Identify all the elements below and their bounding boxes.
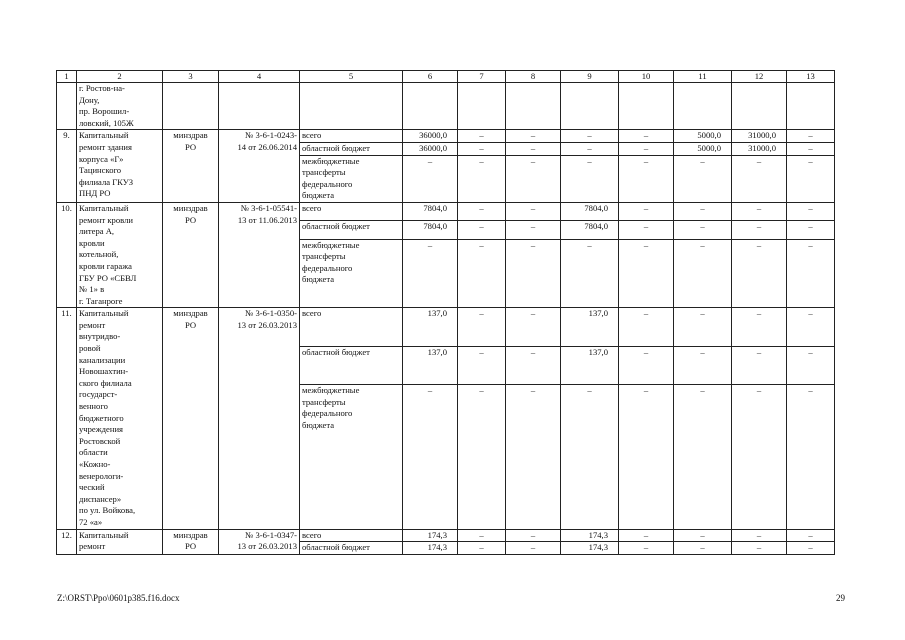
budget-table <box>56 70 835 555</box>
value-cell: 36000,0 <box>403 142 458 155</box>
value-cell: 7804,0 <box>403 202 458 220</box>
funding-source: областной бюджет <box>300 221 403 239</box>
value-cell: – <box>458 346 506 384</box>
column-header: 11 <box>674 71 732 83</box>
page-number: 29 <box>836 593 845 603</box>
row-number: 11. <box>57 308 77 529</box>
table-row <box>57 83 835 130</box>
value-cell: – <box>787 221 835 239</box>
value-cell: – <box>732 221 787 239</box>
value-cell: – <box>458 155 506 202</box>
value-cell: – <box>458 308 506 346</box>
value-cell: – <box>506 155 561 202</box>
value-cell: – <box>732 202 787 220</box>
funding-source: областной бюджет <box>300 346 403 384</box>
value-cell: – <box>561 142 619 155</box>
value-cell: – <box>403 155 458 202</box>
object-name: Капитальный ремонт кровли литера А, кровли котельной, кровли гаража ГБУ РО «СБВЛ № 1» в г. Таганроге <box>77 202 163 307</box>
value-cell: – <box>787 529 835 542</box>
value-cell: – <box>674 239 732 308</box>
value-cell: – <box>674 308 732 346</box>
header-row <box>57 71 835 83</box>
value-cell: – <box>506 529 561 542</box>
value-cell: – <box>619 542 674 555</box>
column-header: 8 <box>506 71 561 83</box>
table-row <box>57 308 835 346</box>
value-cell: – <box>619 346 674 384</box>
value-cell: – <box>674 529 732 542</box>
value-cell: – <box>506 221 561 239</box>
value-cell: 174,3 <box>403 529 458 542</box>
value-cell: – <box>561 130 619 143</box>
value-cell: – <box>619 155 674 202</box>
value-cell: 137,0 <box>403 346 458 384</box>
table-cell <box>403 83 458 130</box>
value-cell: – <box>619 529 674 542</box>
value-cell: – <box>458 385 506 530</box>
table-cell <box>458 83 506 130</box>
value-cell: – <box>619 239 674 308</box>
column-header: 12 <box>732 71 787 83</box>
value-cell: – <box>732 308 787 346</box>
object-name: Капитальный ремонт внутридво- ровой канализации Новошахтин- ского филиала государст- венного бюджетного учреждения Ростовской области «Кожно- венерологи- ческий диспансер» по ул. Войкова, 72 «а» <box>77 308 163 529</box>
value-cell: – <box>732 542 787 555</box>
customer: минздрав РО <box>163 202 219 307</box>
value-cell: – <box>506 346 561 384</box>
customer: минздрав РО <box>163 130 219 203</box>
table-cell <box>163 83 219 130</box>
table-cell <box>674 83 732 130</box>
value-cell: – <box>787 239 835 308</box>
value-cell: – <box>506 202 561 220</box>
value-cell: 31000,0 <box>732 130 787 143</box>
table-row <box>57 130 835 143</box>
value-cell: – <box>403 239 458 308</box>
row-number: 9. <box>57 130 77 203</box>
value-cell: – <box>787 385 835 530</box>
value-cell: – <box>619 142 674 155</box>
funding-source: межбюджетные трансферты федерального бюджета <box>300 239 403 308</box>
value-cell: 137,0 <box>561 346 619 384</box>
value-cell: – <box>458 239 506 308</box>
value-cell: – <box>787 346 835 384</box>
table-row <box>57 202 835 220</box>
value-cell: 5000,0 <box>674 130 732 143</box>
object-name: Капитальный ремонт <box>77 529 163 554</box>
value-cell: – <box>619 221 674 239</box>
object-name: Капитальный ремонт здания корпуса «Г» Тацинского филиала ГКУЗ ПНД РО <box>77 130 163 203</box>
value-cell: – <box>732 239 787 308</box>
value-cell: – <box>458 529 506 542</box>
value-cell: 174,3 <box>561 529 619 542</box>
column-header: 3 <box>163 71 219 83</box>
document-ref: № 3-6-1-0350- 13 от 26.03.2013 <box>219 308 300 529</box>
funding-source: всего <box>300 308 403 346</box>
value-cell: – <box>561 155 619 202</box>
value-cell: – <box>458 142 506 155</box>
row-number: 10. <box>57 202 77 307</box>
value-cell: – <box>787 542 835 555</box>
value-cell: – <box>561 239 619 308</box>
value-cell: 137,0 <box>403 308 458 346</box>
funding-source: областной бюджет <box>300 142 403 155</box>
table-row <box>57 529 835 542</box>
column-header: 5 <box>300 71 403 83</box>
value-cell: – <box>506 142 561 155</box>
value-cell: – <box>732 529 787 542</box>
value-cell: – <box>458 221 506 239</box>
value-cell: – <box>674 542 732 555</box>
column-header: 6 <box>403 71 458 83</box>
value-cell: – <box>561 385 619 530</box>
value-cell: 137,0 <box>561 308 619 346</box>
value-cell: – <box>619 385 674 530</box>
value-cell: – <box>674 155 732 202</box>
value-cell: – <box>732 385 787 530</box>
value-cell: – <box>506 308 561 346</box>
value-cell: – <box>674 221 732 239</box>
value-cell: – <box>732 155 787 202</box>
file-path: Z:\ORST\Ppo\0601p385.f16.docx <box>57 593 180 603</box>
value-cell: 36000,0 <box>403 130 458 143</box>
funding-source: областной бюджет <box>300 542 403 555</box>
column-header: 7 <box>458 71 506 83</box>
row-number <box>57 83 77 130</box>
document-page <box>56 70 835 555</box>
column-header: 10 <box>619 71 674 83</box>
value-cell: – <box>619 308 674 346</box>
customer: минздрав РО <box>163 529 219 554</box>
value-cell: – <box>458 542 506 555</box>
customer: минздрав РО <box>163 308 219 529</box>
column-header: 2 <box>77 71 163 83</box>
table-cell <box>732 83 787 130</box>
table-cell <box>561 83 619 130</box>
funding-source: межбюджетные трансферты федерального бюджета <box>300 385 403 530</box>
value-cell: – <box>506 542 561 555</box>
value-cell: – <box>619 202 674 220</box>
table-cell <box>300 83 403 130</box>
document-ref: № 3-6-1-0243- 14 от 26.06.2014 <box>219 130 300 203</box>
value-cell: – <box>403 385 458 530</box>
value-cell: – <box>619 130 674 143</box>
column-header: 13 <box>787 71 835 83</box>
column-header: 4 <box>219 71 300 83</box>
table-cell <box>506 83 561 130</box>
table-cell <box>619 83 674 130</box>
table-cell <box>219 83 300 130</box>
value-cell: – <box>506 130 561 143</box>
object-name: г. Ростов-на- Дону, пр. Ворошил- ловский, 105Ж <box>77 83 163 130</box>
funding-source: межбюджетные трансферты федерального бюджета <box>300 155 403 202</box>
document-ref: № 3-6-1-05541- 13 от 11.06.2013 <box>219 202 300 307</box>
value-cell: – <box>674 385 732 530</box>
row-number: 12. <box>57 529 77 554</box>
funding-source: всего <box>300 202 403 220</box>
value-cell: – <box>787 130 835 143</box>
column-header: 9 <box>561 71 619 83</box>
value-cell: 7804,0 <box>561 202 619 220</box>
value-cell: – <box>506 385 561 530</box>
value-cell: – <box>458 130 506 143</box>
funding-source: всего <box>300 130 403 143</box>
table-cell <box>787 83 835 130</box>
value-cell: 5000,0 <box>674 142 732 155</box>
value-cell: – <box>787 202 835 220</box>
document-ref: № 3-6-1-0347- 13 от 26.03.2013 <box>219 529 300 554</box>
value-cell: – <box>674 346 732 384</box>
value-cell: – <box>674 202 732 220</box>
funding-source: всего <box>300 529 403 542</box>
value-cell: – <box>506 239 561 308</box>
value-cell: – <box>458 202 506 220</box>
value-cell: – <box>787 155 835 202</box>
value-cell: 174,3 <box>403 542 458 555</box>
value-cell: – <box>787 142 835 155</box>
value-cell: 174,3 <box>561 542 619 555</box>
value-cell: 31000,0 <box>732 142 787 155</box>
value-cell: – <box>732 346 787 384</box>
value-cell: 7804,0 <box>403 221 458 239</box>
value-cell: 7804,0 <box>561 221 619 239</box>
value-cell: – <box>787 308 835 346</box>
column-header: 1 <box>57 71 77 83</box>
